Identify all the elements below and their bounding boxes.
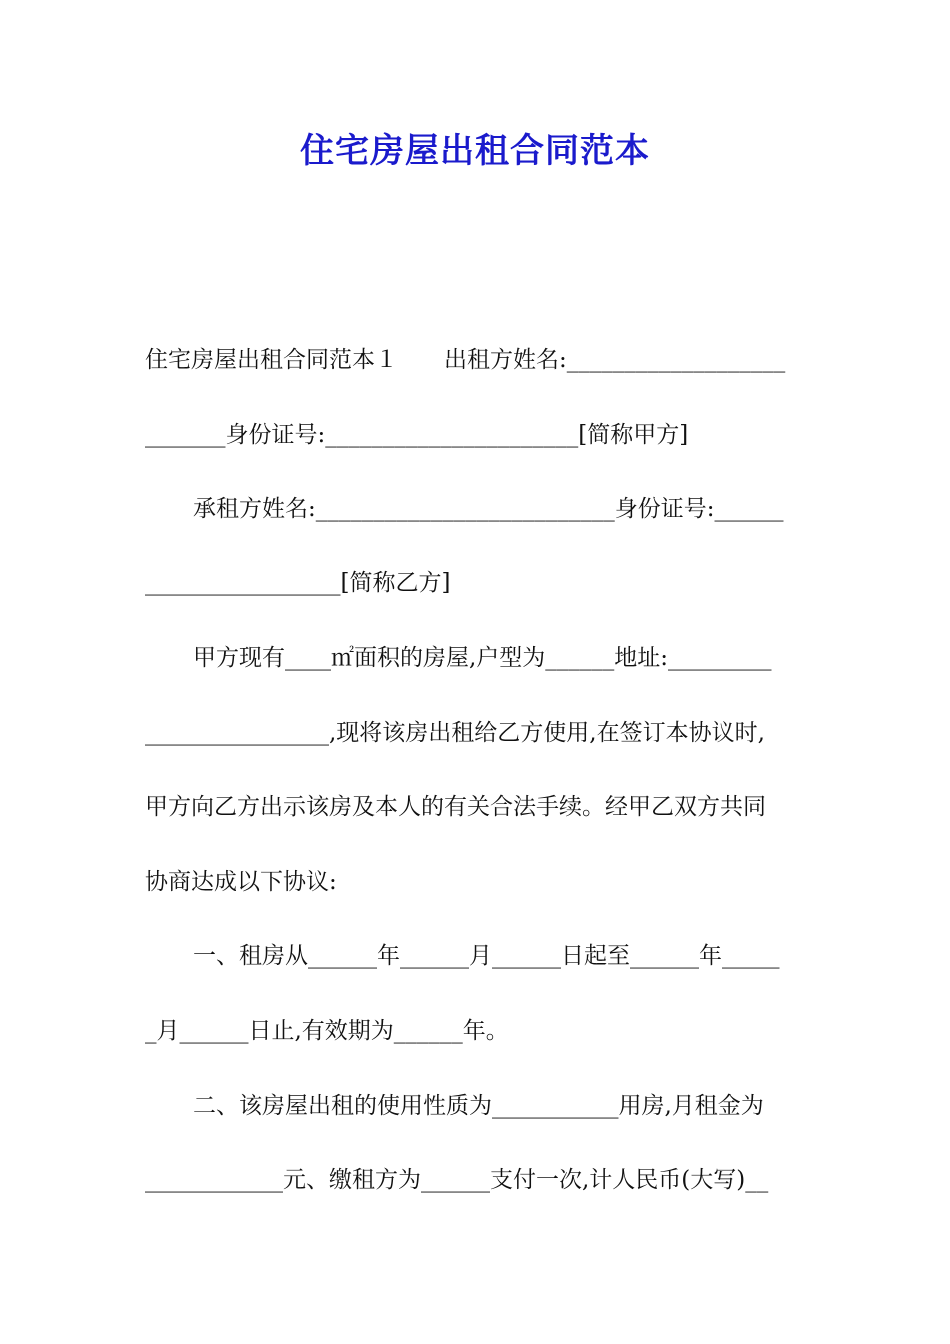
paragraph-line-7: 甲方向乙方出示该房及本人的有关合法手续。经甲乙双方共同 bbox=[145, 794, 766, 820]
paragraph-line-5: 甲方现有____㎡面积的房屋,户型为______地址:_________ bbox=[193, 645, 772, 671]
paragraph-line-1: 住宅房屋出租合同范本１ 出租方姓名:___________________ bbox=[145, 347, 786, 373]
paragraph-line-9: 一、租房从______年______月______日起至______年_____ bbox=[193, 943, 780, 969]
paragraph-line-10: _月______日止,有效期为______年。 bbox=[145, 1018, 509, 1044]
paragraph-line-4: _________________[简称乙方] bbox=[145, 570, 451, 596]
paragraph-line-6: ________________,现将该房出租给乙方使用,在签订本协议时, bbox=[145, 720, 765, 746]
paragraph-line-11: 二、该房屋出租的使用性质为___________用房,月租金为 bbox=[193, 1093, 764, 1119]
paragraph-line-2: _______身份证号:______________________[简称甲方] bbox=[145, 422, 689, 448]
document-title: 住宅房屋出租合同范本 bbox=[300, 131, 650, 171]
paragraph-line-12: ____________元、缴租方为______支付一次,计人民币(大写)__ bbox=[145, 1167, 769, 1193]
paragraph-line-3: 承租方姓名:__________________________身份证号:______ bbox=[193, 496, 784, 522]
paragraph-line-8: 协商达成以下协议: bbox=[145, 869, 337, 895]
